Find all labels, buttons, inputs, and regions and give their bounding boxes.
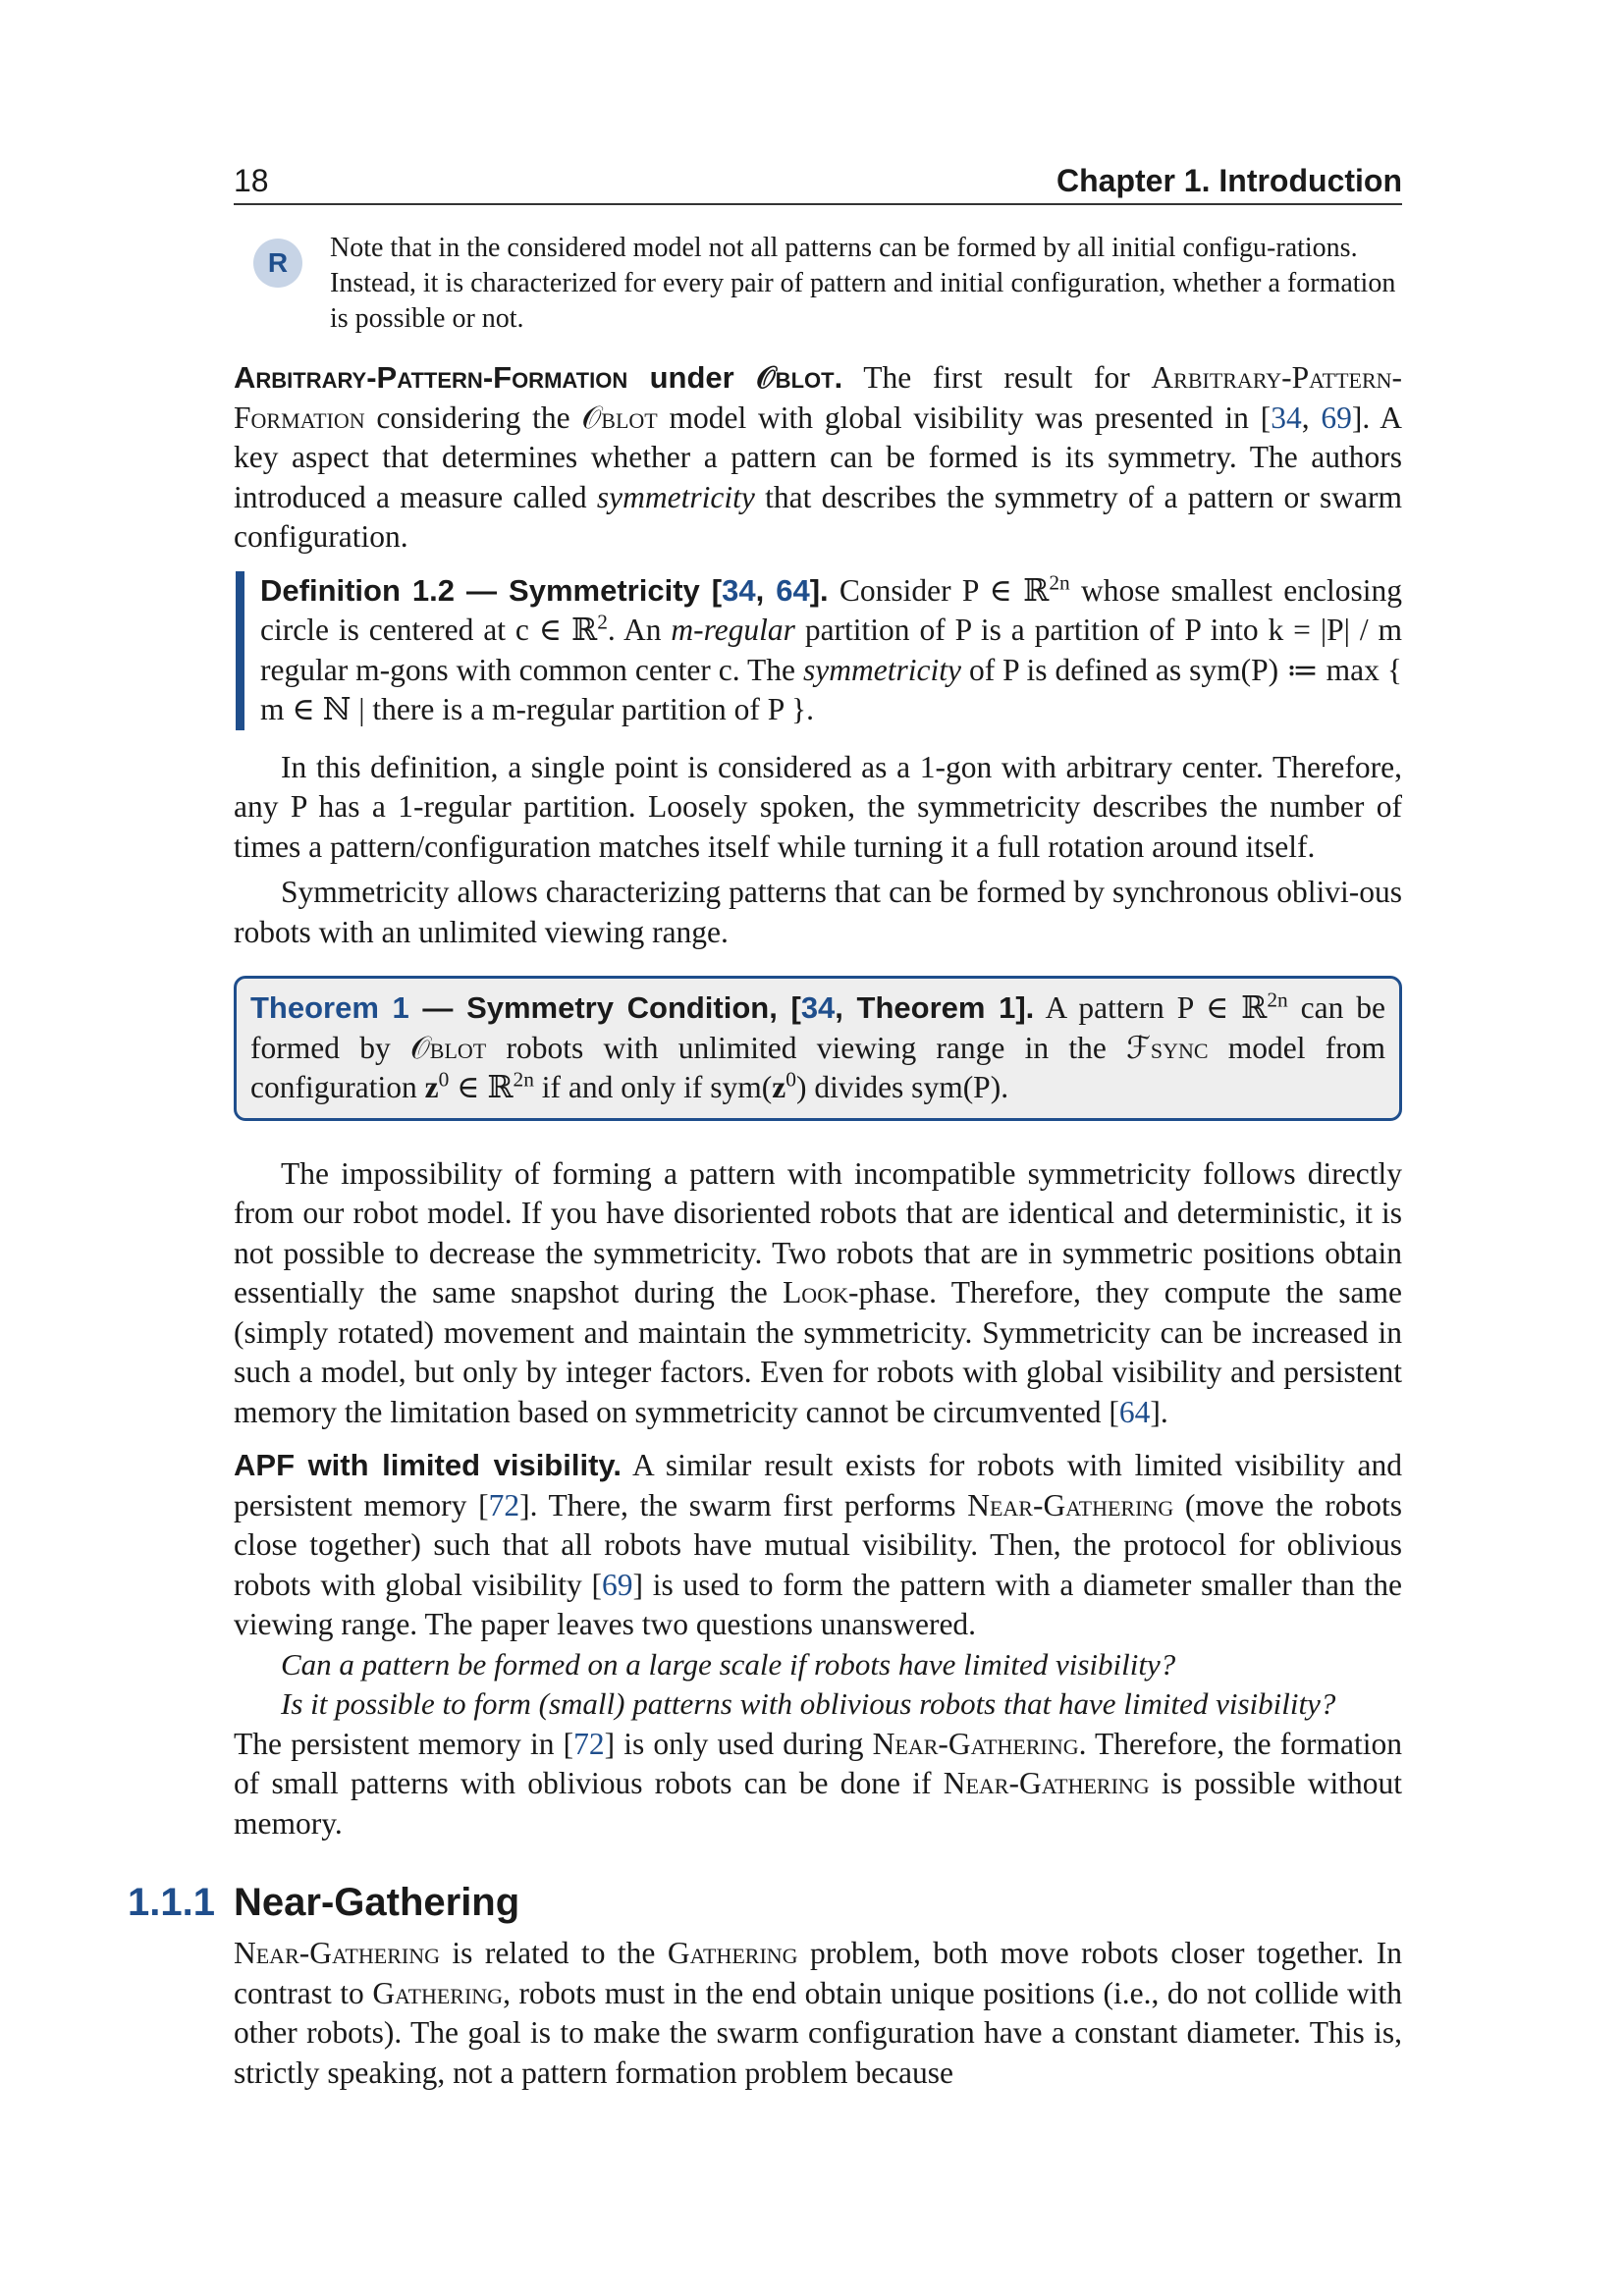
- definition-box: Definition 1.2 — Symmetricity [34, 64]. Consider P ∈ ℝ$^{2n}$ whose smallest enclosing circle is centered at c ∈ ℝ$^2$. An m-regular partition of P is a partition of P into k = |P| / m regular m-gons with common center c. The symmetricity of P is defined as sym(P) ≔ max { m ∈ ℕ | there is a m-regular partition of P }.: [236, 571, 1402, 730]
- citation-link[interactable]: 69: [602, 1567, 633, 1602]
- definition-label: Definition 1.2 — Symmetricity [34, 64].: [260, 572, 829, 608]
- term-symmetricity: symmetricity: [596, 479, 755, 514]
- page-number: 18: [234, 163, 269, 198]
- theorem-box: Theorem 1 — Symmetry Condition, [34, Theorem 1]. A pattern P ∈ ℝ$^{2n}$ can be formed by 𝒪blot robots with unlimited viewing range in the ℱsync model from configuration $z^0$ ∈ ℝ$^{2n}$ if and only if $sym(z^0)$ divides sym(P).: [234, 976, 1402, 1121]
- citation-link[interactable]: 64: [1118, 1394, 1151, 1429]
- citation-link[interactable]: 72: [488, 1487, 520, 1522]
- paragraph-near-gathering: Near-Gathering is related to the Gathering problem, both move robots closer together. In contrast to Gathering, robots must in the end obtain unique positions (i.e., do not collide with other robots). The goal is to make the swarm configuration have a constant diameter. This is, strictly speaking, not a pattern formation problem because: [234, 1936, 1403, 2090]
- open-question: Can a pattern be formed on a large scale if robots have limited visibility?: [281, 1646, 1176, 1682]
- citation-link[interactable]: 69: [1321, 400, 1352, 435]
- page: [128, 163, 1403, 2093]
- paragraph-definition-explanation: In this definition, a single point is considered as a 1-gon with arbitrary center. Therefore, any P has a 1-regular partition. Loosely spoken, the symmetricity describes the number of times a pattern/configuration matches itself while turning it a full rotation around itself.: [234, 749, 1402, 864]
- citation-link[interactable]: 34: [1271, 400, 1302, 435]
- citation-link[interactable]: 34: [800, 990, 836, 1025]
- paragraph-apf-oblot: Arbitrary-Pattern-Formation under 𝒪blot. The first result for Arbitrary-Pattern-Formation considering the 𝒪blot model with global visibility was presented in [34, 69]. A key aspect that determines whether a pattern can be formed is its symmetry. The authors introduced a measure called symmetricity that describes the symmetry of a pattern or swarm configuration.: [234, 360, 1403, 554]
- page-header: [234, 163, 1402, 205]
- open-question: Is it possible to form (small) patterns with oblivious robots that have limited visibility?: [281, 1686, 1336, 1721]
- remark-icon: R: [253, 239, 302, 288]
- chapter-title: Chapter 1. Introduction: [1056, 163, 1402, 198]
- term-apf: Arbitrary-Pattern-Formation: [234, 360, 1403, 435]
- remark-text: Note that in the considered model not all patterns can be formed by all initial configu-rations. Instead, it is characterized for every pair of pattern and initial configuration, whether a formation is possible or not.: [330, 233, 1396, 334]
- paragraph-apf-limited: APF with limited visibility. A similar result exists for robots with limited visibility and persistent memory [72]. There, the swarm first performs Near-Gathering (move the robots close together) such that all robots have mutual visibility. Then, the protocol for oblivious robots with global visibility [69] is used to form the pattern with a diameter smaller than the viewing range. The paper leaves two questions unanswered.: [234, 1448, 1403, 1641]
- paragraph-symmetricity-use: Symmetricity allows characterizing patterns that can be formed by synchronous oblivi-ous robots with an unlimited viewing range.: [234, 875, 1402, 949]
- citation-link[interactable]: 34: [722, 572, 756, 608]
- paragraph-heading-apf-oblot: Arbitrary-Pattern-Formation under 𝒪blot.: [234, 360, 843, 395]
- remark-box: [234, 231, 1402, 337]
- theorem-label: Theorem 1 — Symmetry Condition, [34, Theorem 1].: [250, 990, 1035, 1025]
- citation-link[interactable]: 72: [573, 1726, 605, 1761]
- citation-link[interactable]: 64: [776, 572, 810, 608]
- term-oblot: 𝒪blot: [581, 400, 658, 435]
- section-heading: [128, 1877, 1402, 1928]
- paragraph-heading-apf-limited: APF with limited visibility.: [234, 1448, 622, 1482]
- paragraph-impossibility: The impossibility of forming a pattern with incompatible symmetricity follows directly from our robot model. If you have disoriented robots that are identical and deterministic, it is not possible to decrease the symmetricity. Two robots that are in symmetric positions obtain essentially the same snapshot during the Look-phase. Therefore, they compute the same (simply rotated) movement and maintain the symmetricity. Symmetricity can be increased in such a model, but only by integer factors. Even for robots with global visibility and persistent memory the limitation based on symmetricity cannot be circumvented [64].: [234, 1155, 1403, 1429]
- section-number: 1.1.1: [128, 1881, 215, 1924]
- section-title: Near-Gathering: [234, 1881, 520, 1924]
- paragraph-persistent-memory: The persistent memory in [72] is only used during Near-Gathering. Therefore, the formation of small patterns with oblivious robots can be done if Near-Gathering is possible without memory.: [234, 1726, 1402, 1841]
